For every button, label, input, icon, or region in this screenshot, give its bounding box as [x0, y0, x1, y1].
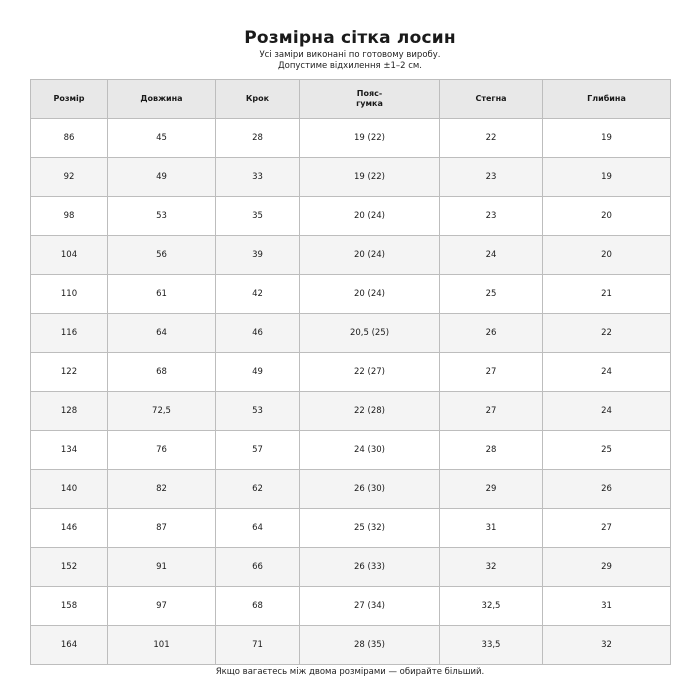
cell-depth: 21 [543, 275, 671, 314]
cell-length: 72,5 [108, 392, 216, 431]
cell-waistband: 25 (32) [300, 509, 440, 548]
table-row [31, 158, 671, 197]
cell-depth: 32 [543, 626, 671, 665]
cell-waistband: 20 (24) [300, 275, 440, 314]
cell-length: 64 [108, 314, 216, 353]
cell-length: 61 [108, 275, 216, 314]
cell-size: 146 [31, 509, 108, 548]
cell-inseam: 68 [216, 587, 300, 626]
cell-waistband: 20 (24) [300, 236, 440, 275]
cell-size: 140 [31, 470, 108, 509]
cell-inseam: 39 [216, 236, 300, 275]
cell-length: 97 [108, 587, 216, 626]
cell-inseam: 49 [216, 353, 300, 392]
cell-length: 68 [108, 353, 216, 392]
cell-size: 110 [31, 275, 108, 314]
cell-size: 98 [31, 197, 108, 236]
cell-depth: 25 [543, 431, 671, 470]
table-row [31, 470, 671, 509]
cell-hips: 23 [440, 197, 543, 236]
cell-hips: 27 [440, 392, 543, 431]
table-row [31, 353, 671, 392]
table-row [31, 431, 671, 470]
cell-depth: 19 [543, 119, 671, 158]
cell-hips: 25 [440, 275, 543, 314]
cell-inseam: 66 [216, 548, 300, 587]
cell-inseam: 71 [216, 626, 300, 665]
table-row [31, 509, 671, 548]
cell-hips: 23 [440, 158, 543, 197]
cell-depth: 20 [543, 236, 671, 275]
column-header-depth: Глибина [543, 80, 671, 119]
cell-waistband: 27 (34) [300, 587, 440, 626]
column-header-waistband-line1: Пояс- [356, 89, 383, 98]
column-header-inseam: Крок [216, 80, 300, 119]
cell-inseam: 35 [216, 197, 300, 236]
cell-length: 56 [108, 236, 216, 275]
cell-hips: 32,5 [440, 587, 543, 626]
cell-hips: 28 [440, 431, 543, 470]
cell-inseam: 28 [216, 119, 300, 158]
cell-waistband: 22 (27) [300, 353, 440, 392]
page-title: Розмірна сітка лосин [244, 28, 456, 48]
table-row [31, 275, 671, 314]
cell-hips: 31 [440, 509, 543, 548]
cell-waistband: 28 (35) [300, 626, 440, 665]
table-row [31, 236, 671, 275]
cell-hips: 33,5 [440, 626, 543, 665]
cell-hips: 22 [440, 119, 543, 158]
subtitle-measurements-note: Усі заміри виконані по готовому виробу. [259, 50, 441, 60]
cell-size: 86 [31, 119, 108, 158]
cell-hips: 26 [440, 314, 543, 353]
table-header-row [31, 80, 671, 119]
cell-length: 87 [108, 509, 216, 548]
cell-waistband: 19 (22) [300, 158, 440, 197]
cell-size: 92 [31, 158, 108, 197]
cell-hips: 32 [440, 548, 543, 587]
cell-length: 45 [108, 119, 216, 158]
table-row [31, 119, 671, 158]
cell-size: 116 [31, 314, 108, 353]
cell-depth: 31 [543, 587, 671, 626]
table-row [31, 587, 671, 626]
column-header-waistband [300, 80, 440, 119]
cell-length: 82 [108, 470, 216, 509]
cell-waistband: 20,5 (25) [300, 314, 440, 353]
cell-size: 104 [31, 236, 108, 275]
cell-inseam: 62 [216, 470, 300, 509]
table-row [31, 197, 671, 236]
cell-size: 134 [31, 431, 108, 470]
table-row [31, 548, 671, 587]
column-header-size: Розмір [31, 80, 108, 119]
column-header-hips: Стегна [440, 80, 543, 119]
column-header-length: Довжина [108, 80, 216, 119]
table-row [31, 314, 671, 353]
cell-waistband: 26 (30) [300, 470, 440, 509]
cell-size: 164 [31, 626, 108, 665]
table-row [31, 626, 671, 665]
cell-inseam: 42 [216, 275, 300, 314]
cell-depth: 29 [543, 548, 671, 587]
cell-size: 152 [31, 548, 108, 587]
cell-inseam: 57 [216, 431, 300, 470]
cell-size: 128 [31, 392, 108, 431]
cell-waistband: 20 (24) [300, 197, 440, 236]
cell-depth: 24 [543, 392, 671, 431]
cell-inseam: 64 [216, 509, 300, 548]
size-chart-table [30, 79, 671, 665]
cell-length: 76 [108, 431, 216, 470]
cell-inseam: 46 [216, 314, 300, 353]
cell-hips: 24 [440, 236, 543, 275]
cell-waistband: 26 (33) [300, 548, 440, 587]
cell-depth: 19 [543, 158, 671, 197]
cell-hips: 27 [440, 353, 543, 392]
cell-inseam: 33 [216, 158, 300, 197]
cell-depth: 20 [543, 197, 671, 236]
cell-waistband: 22 (28) [300, 392, 440, 431]
cell-depth: 27 [543, 509, 671, 548]
cell-length: 101 [108, 626, 216, 665]
cell-length: 49 [108, 158, 216, 197]
footer-advice: Якщо вагаєтесь між двома розмірами — обирайте більший. [215, 667, 485, 677]
table-row [31, 392, 671, 431]
table-body [31, 119, 671, 665]
cell-depth: 24 [543, 353, 671, 392]
subtitle-tolerance-note: Допустиме відхилення ±1–2 см. [278, 61, 422, 71]
cell-length: 53 [108, 197, 216, 236]
cell-size: 158 [31, 587, 108, 626]
cell-length: 91 [108, 548, 216, 587]
cell-waistband: 19 (22) [300, 119, 440, 158]
cell-size: 122 [31, 353, 108, 392]
cell-depth: 22 [543, 314, 671, 353]
cell-inseam: 53 [216, 392, 300, 431]
column-header-waistband-line2: гумка [356, 99, 383, 108]
cell-waistband: 24 (30) [300, 431, 440, 470]
cell-depth: 26 [543, 470, 671, 509]
cell-hips: 29 [440, 470, 543, 509]
